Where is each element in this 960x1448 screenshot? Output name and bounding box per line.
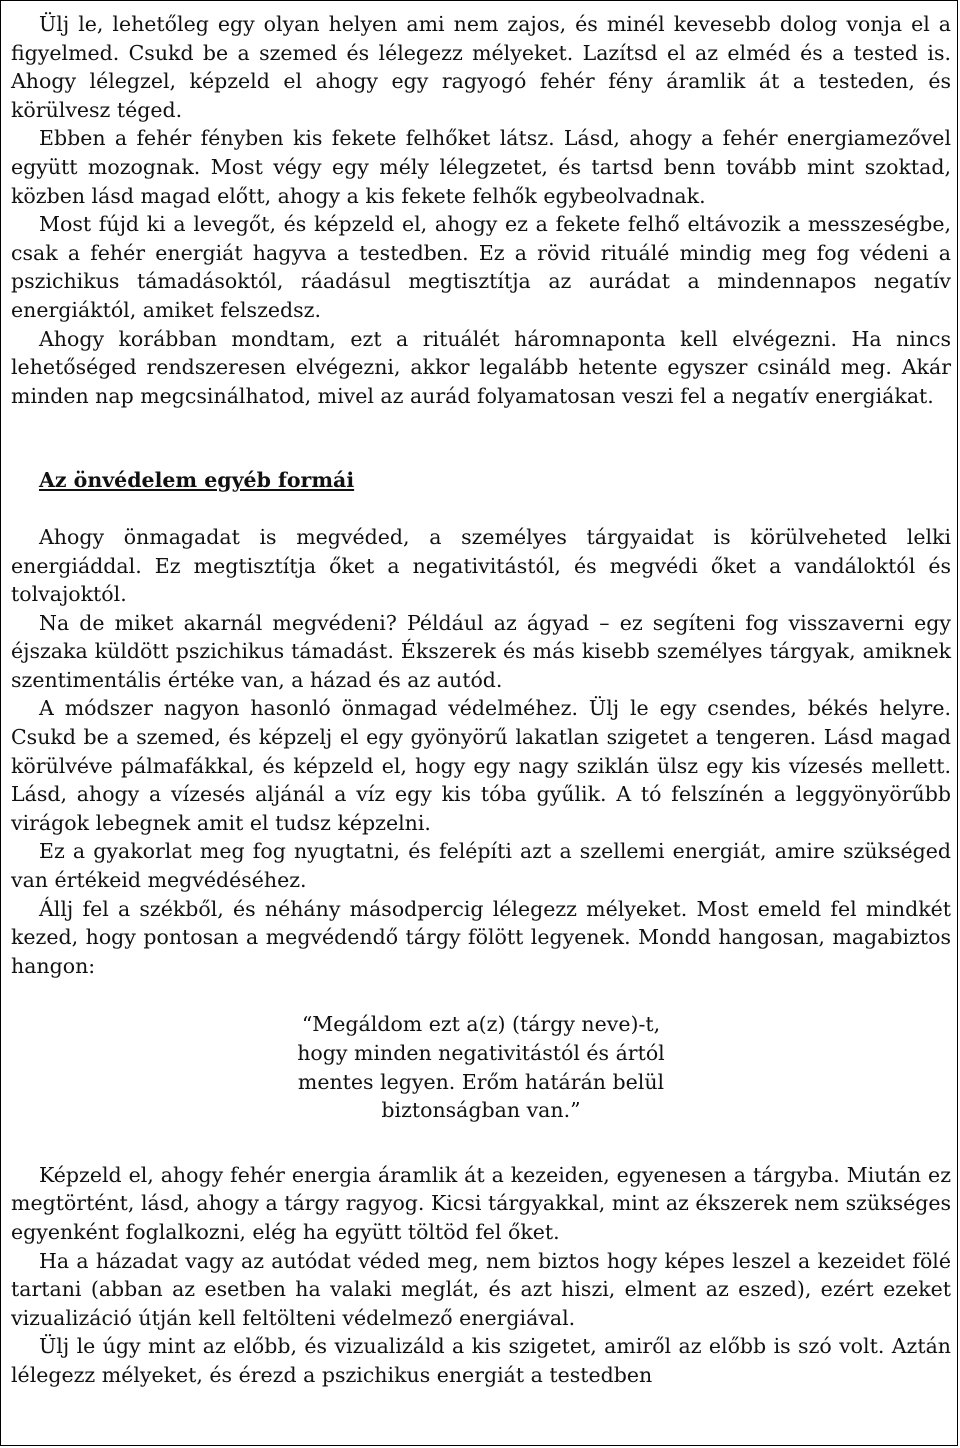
- quote-line: “Megáldom ezt a(z) (tárgy neve)-t,: [301, 1012, 661, 1037]
- paragraph-house-car: Ha a házadat vagy az autódat véded meg, nem biztos hogy képes leszel a kezeidet fölé tartani (abban az esetben ha valaki meglát, és azt hiszi, elment az eszed), ezért ezeket vizualizáció útján kell feltölteni védelmező energiával.: [11, 1248, 951, 1330]
- quote-line: biztonságban van.”: [381, 1098, 581, 1123]
- quote-line: mentes legyen. Erőm határán belül: [297, 1069, 665, 1094]
- paragraph-black-clouds: Ebben a fehér fényben kis fekete felhőket látsz. Lásd, ahogy a fehér energiamezővel együtt mozognak. Most végy egy mély lélegzetet, és tartsd benn tovább mint szoktad, közben lásd magad előtt, ahogy a kis fekete felhők egybeolvadnak.: [11, 126, 951, 208]
- paragraph-protect-objects: Ahogy önmagadat is megvéded, a személyes tárgyaidat is körülveheted lelki energiáddal. Ez megtisztítja őket a negativitástól, és megvédi őket a vandáloktól és tolvajoktól.: [11, 524, 951, 607]
- paragraph-calming: Ez a gyakorlat meg fog nyugtatni, és felépíti azt a szellemi energiát, amire szükséged van értékeid megvédéséhez.: [11, 839, 951, 893]
- paragraph-frequency: Ahogy korábban mondtam, ezt a rituálét háromnaponta kell elvégezni. Ha nincs lehetőséged rendszeresen elvégezni, akkor legalább hetente egyszer csináld meg. Akár minden nap megcsinálhatod, mivel az aurád folyamatosan veszi fel a negatív energiákat.: [11, 326, 951, 408]
- paragraph-exhale: Most fújd ki a levegőt, és képzeld el, ahogy ez a fekete felhő eltávozik a messzeségbe, csak a fehér energiát hagyva a testedben. Ez a rövid rituálé mindig meg fog védeni a pszichikus támadásoktól, ráadásul megtisztítja az aurádat a mindennapos negatív energiáktól, amiket felszedsz.: [11, 212, 951, 322]
- section-heading: Az önvédelem egyéb formái: [39, 468, 355, 493]
- paragraph-what-to-protect: Na de miket akarnál megvédeni? Például az ágyad – ez segíteni fog visszaverni egy éjszaka küldött pszichikus támadást. Ékszerek és más kisebb személyes tárgyak, amiknek szentimentális értéke van, a házad és az autód.: [11, 610, 951, 692]
- heading-spacer: [11, 495, 951, 523]
- paragraph-island-visualization: A módszer nagyon hasonló önmagad védelméhez. Ülj le egy csendes, békés helyre. Csukd be a szemed, és képzelj el egy gyönyörű lakatlan szigetet a tengeren. Lásd magad körülvéve pálmafákkal, és képzeld el, hogy egy nagy sziklán ülsz egy kis vízesés mellett. Lásd, ahogy a vízesés aljánál a víz egy kis tóba gyűlik. A tó felszínén a leggyönyörűbb virágok lebegnek amit el tudsz képzelni.: [11, 696, 951, 835]
- paragraph-sit-again: Ülj le úgy mint az előbb, és vizualizáld a kis szigetet, amiről az előbb is szó volt. Aztán lélegezz mélyeket, és érezd a pszichikus energiát a testedben: [11, 1334, 951, 1387]
- document-body: [11, 10, 951, 1390]
- section-spacer: [11, 410, 951, 466]
- quote-line: hogy minden negativitástól és ártól: [297, 1041, 665, 1065]
- paragraph-intro-sit: Ülj le, lehetőleg egy olyan helyen ami nem zajos, és minél kevesebb dolog vonja el a figyelmed. Csukd be a szemed és lélegezz mélyeket. Lazítsd el az elméd és a tested is. Ahogy lélegzel, képzeld el ahogy egy ragyogó fehér fény áramlik át a testeden, és körülvesz téged.: [11, 12, 951, 122]
- paragraph-white-energy: Képzeld el, ahogy fehér energia áramlik át a kezeiden, egyenesen a tárgyba. Miután ez megtörtént, lásd, ahogy a tárgy ragyog. Kicsi tárgyakkal, mint az ékszerek nem szükséges egyenként foglalkozni, elég ha együtt töltöd fel őket.: [11, 1162, 951, 1244]
- blessing-quote: [11, 980, 951, 1160]
- paragraph-stand-up: Állj fel a székből, és néhány másodpercig lélegezz mélyeket. Most emeld fel mindkét kezed, hogy pontosan a megvédendő tárgy fölött legyenek. Mondd hangosan, magabiztos hangon:: [11, 896, 951, 978]
